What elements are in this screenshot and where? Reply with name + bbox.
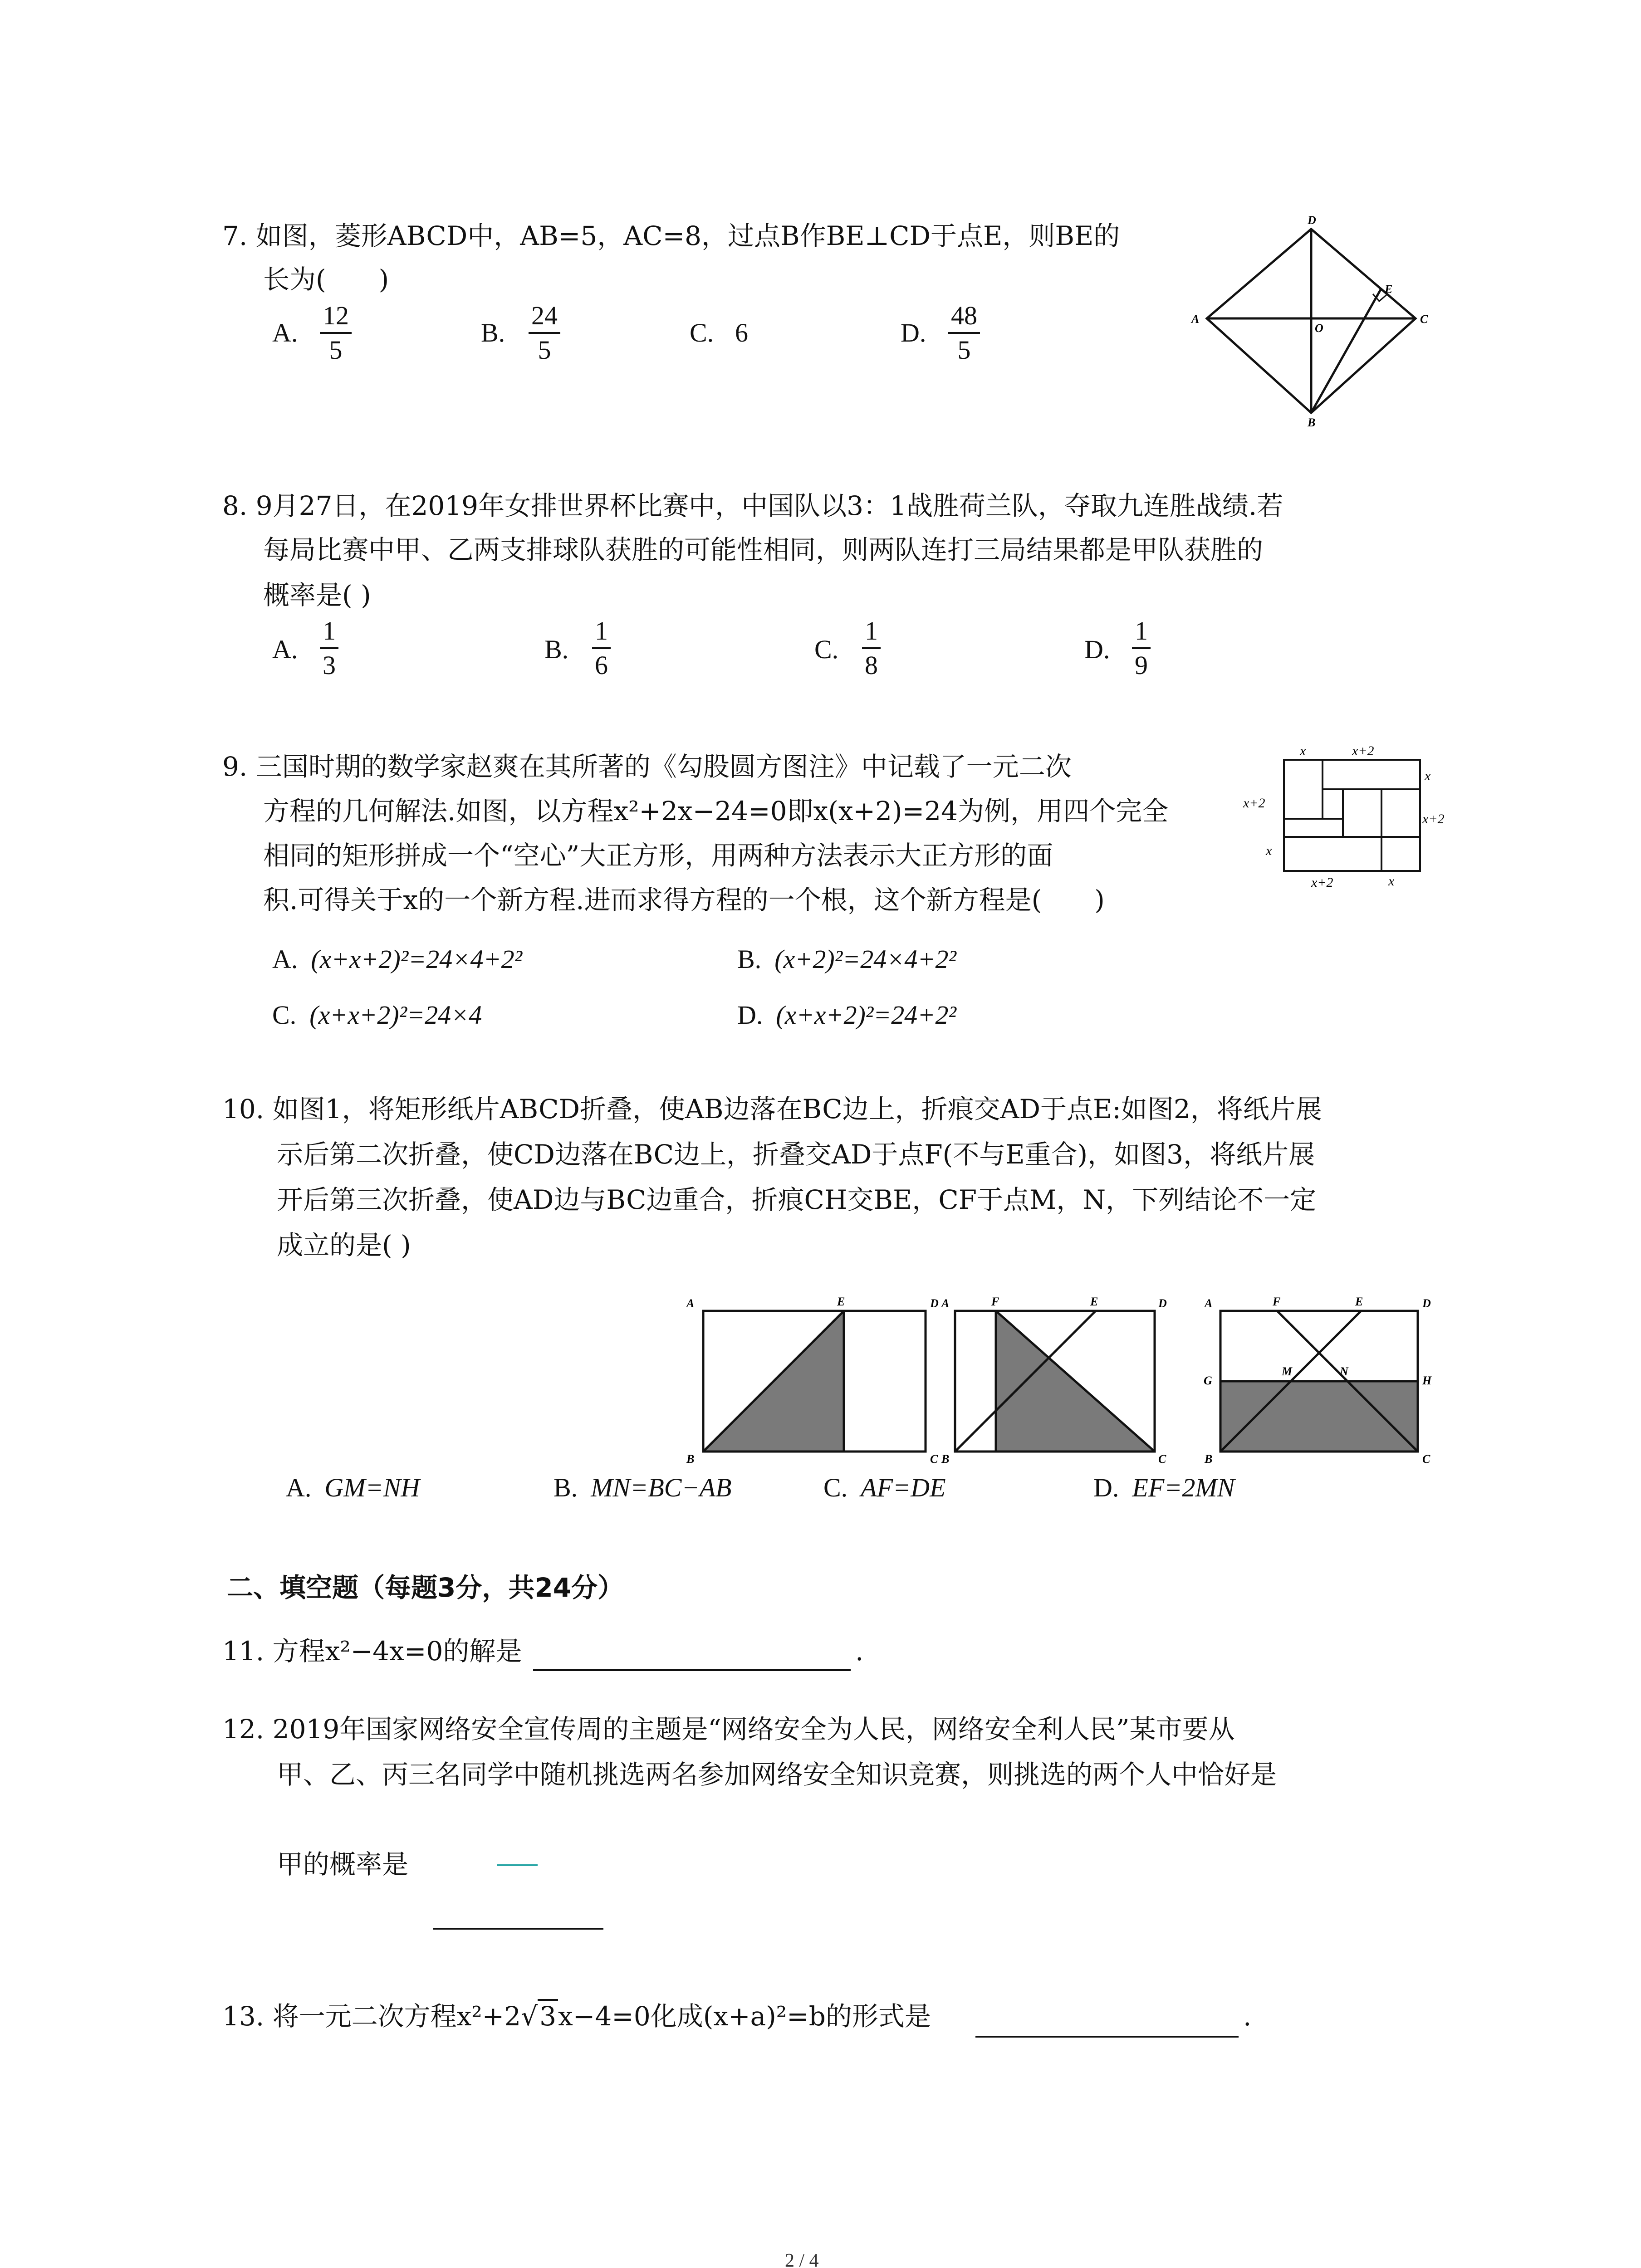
q10-f2-label-b: B — [941, 1452, 950, 1466]
q10-f1-label-d: D — [930, 1297, 939, 1310]
q9-option-d — [737, 992, 956, 1038]
q8-option-c-label: C. — [814, 635, 839, 664]
q8-option-b-label: B. — [544, 635, 569, 664]
q11-period: . — [855, 1636, 864, 1667]
q7-rhombus-diagram — [1189, 213, 1434, 431]
q9-label-top-x2: x+2 — [1352, 743, 1374, 758]
q7-line1: 7. 如图，菱形ABCD中，AB=5，AC=8，过点B作BE⊥CD于点E，则BE的 — [222, 220, 1120, 251]
q9-option-d-text: (x+x+2)²=24+2² — [776, 1000, 956, 1030]
q7-line2: 长为( ) — [263, 264, 389, 295]
q8-option-d-numerator: 1 — [1132, 615, 1151, 649]
q7-option-c-label: C. — [690, 318, 714, 347]
q8-line2: 每局比赛中甲、乙两支排球队获胜的可能性相同，则两队连打三局结果都是甲队获胜的 — [263, 534, 1264, 565]
q10-f3-label-m: M — [1282, 1365, 1293, 1378]
q7-option-d-numerator: 48 — [948, 299, 980, 334]
q7-label-b: B — [1308, 416, 1316, 429]
q7-option-a-numerator: 12 — [320, 299, 352, 334]
q13-text-pre: 13. 将一元二次方程x²+2 — [222, 2001, 521, 2032]
q10-line4: 成立的是( ) — [277, 1230, 411, 1261]
q12-line2: 甲、乙、丙三名同学中随机挑选两名参加网络安全知识竞赛，则挑选的两个人中恰好是 — [277, 1759, 1277, 1790]
q9-label-left-x: x — [1266, 843, 1272, 858]
q8-option-a-fraction — [320, 615, 338, 682]
q10-line3: 开后第三次折叠，使AD边与BC边重合，折痕CH交BE，CF于点M，N，下列结论不一定 — [277, 1184, 1317, 1215]
q7-option-a-label: A. — [272, 318, 298, 347]
q10-option-d — [1093, 1465, 1234, 1510]
q10-f3-label-g: G — [1204, 1374, 1212, 1387]
q7-option-d-fraction — [948, 299, 980, 367]
q10-f3-label-c: C — [1422, 1452, 1430, 1466]
q10-f2-label-a: A — [941, 1297, 950, 1310]
q10-option-a — [286, 1465, 420, 1510]
q10-option-c-label: C. — [823, 1473, 848, 1502]
q7-option-a-fraction — [320, 299, 352, 367]
q10-line2: 示后第二次折叠，使CD边落在BC边上，折叠交AD于点F(不与E重合)，如图3，将纸片展 — [277, 1139, 1315, 1170]
q8-option-d-label: D. — [1084, 635, 1110, 664]
q7-label-o: O — [1315, 322, 1323, 335]
q9-option-c-text: (x+x+2)²=24×4 — [309, 1000, 482, 1030]
q8-option-b-numerator: 1 — [592, 615, 611, 649]
q8-option-c-denominator: 8 — [865, 650, 878, 680]
q7-label-a: A — [1191, 313, 1200, 326]
q10-option-b-text: MN=BC−AB — [591, 1473, 732, 1502]
q8-line1: 8. 9月27日，在2019年女排世界杯比赛中，中国队以3：1战胜荷兰队，夺取九连胜战绩.若 — [222, 490, 1283, 521]
q7-option-b-numerator: 24 — [529, 299, 560, 334]
q9-option-c-label: C. — [272, 1000, 297, 1030]
q10-option-a-text: GM=NH — [324, 1473, 420, 1502]
q7-option-b-denominator: 5 — [538, 335, 551, 365]
q10-f2-label-e: E — [1090, 1295, 1098, 1308]
q8-option-a-numerator: 1 — [320, 615, 338, 649]
q9-option-a-text: (x+x+2)²=24×4+2² — [311, 944, 522, 974]
q13-sqrt-symbol: √ — [521, 2001, 538, 2032]
q13-answer-blank[interactable] — [975, 2036, 1239, 2038]
q13-line — [222, 1994, 931, 2039]
q10-f2-label-f: F — [991, 1295, 999, 1308]
q8-option-d-denominator: 9 — [1135, 650, 1148, 680]
q10-option-c — [823, 1465, 946, 1510]
q11-text: 11. 方程x²−4x=0的解是 — [222, 1636, 522, 1667]
q8-option-c-fraction — [862, 615, 881, 682]
q10-f3-label-f: F — [1273, 1295, 1281, 1308]
q7-label-e: E — [1385, 283, 1393, 296]
q10-option-c-text: AF=DE — [861, 1473, 946, 1502]
q8-option-b-fraction — [592, 615, 611, 682]
q10-option-b — [554, 1465, 731, 1510]
q8-option-b-denominator: 6 — [595, 650, 608, 680]
q10-f3-label-n: N — [1340, 1365, 1348, 1378]
q9-line3: 相同的矩形拼成一个“空心”大正方形，用两种方法表示大正方形的面 — [263, 840, 1053, 871]
q7-option-d-label: D. — [901, 318, 926, 347]
page-number: 2 / 4 — [785, 2250, 819, 2268]
q12-line3: 甲的概率是 — [277, 1849, 409, 1880]
q9-label-bottom-x2: x+2 — [1311, 875, 1333, 890]
q10-option-a-label: A. — [286, 1473, 312, 1502]
q10-f3-label-a: A — [1205, 1297, 1213, 1310]
q13-sqrt-radicand: 3 — [538, 1999, 558, 2032]
q11-answer-blank[interactable] — [533, 1669, 851, 1671]
q9-option-b-text: (x+2)²=24×4+2² — [774, 944, 956, 974]
q13-text-post: x−4=0化成(x+a)²=b的形式是 — [558, 2001, 931, 2032]
q10-f2-label-c: C — [1158, 1452, 1166, 1466]
q7-option-d-denominator: 5 — [957, 335, 971, 365]
q10-f2-label-d: D — [1158, 1297, 1167, 1310]
q9-option-d-label: D. — [737, 1000, 763, 1030]
q8-option-a-denominator: 3 — [323, 650, 336, 680]
q9-line1: 9. 三国时期的数学家赵爽在其所著的《勾股圆方图注》中记载了一元二次 — [222, 751, 1072, 782]
q9-label-right-x: x — [1425, 768, 1431, 783]
q9-option-b — [737, 937, 956, 982]
q9-label-bottom-x: x — [1388, 874, 1395, 889]
section-2-title: 二、填空题（每题3分，共24分） — [227, 1572, 624, 1603]
q10-f1-label-e: E — [837, 1295, 845, 1308]
q10-figure-1 — [678, 1279, 939, 1470]
q10-option-b-label: B. — [554, 1473, 578, 1502]
q10-f3-label-h: H — [1422, 1374, 1432, 1387]
q9-label-right-x2: x+2 — [1422, 811, 1445, 826]
q10-f3-label-d: D — [1422, 1297, 1431, 1310]
q7-option-c-value: 6 — [735, 318, 748, 347]
q7-label-c: C — [1420, 313, 1428, 326]
q7-option-b-label: B. — [481, 318, 505, 347]
q13-period: . — [1243, 2001, 1252, 2032]
q10-figure-3 — [1195, 1279, 1440, 1470]
q10-line1: 10. 如图1，将矩形纸片ABCD折叠，使AB边落在BC边上，折痕交AD于点E:如图2，将纸片展 — [222, 1094, 1322, 1124]
q12-answer-blank[interactable] — [433, 1928, 603, 1930]
q10-f1-label-c: C — [930, 1452, 938, 1466]
q10-figure-2 — [941, 1279, 1177, 1470]
q9-option-c — [272, 992, 482, 1038]
q10-f1-label-a: A — [686, 1297, 695, 1310]
q10-option-d-text: EF=2MN — [1132, 1473, 1235, 1502]
q7-option-b-fraction — [529, 299, 560, 367]
q9-option-a — [272, 937, 522, 982]
q7-label-d: D — [1308, 214, 1316, 227]
q9-option-b-label: B. — [737, 944, 762, 974]
q9-line4: 积.可得关于x的一个新方程.进而求得方程的一个根，这个新方程是( ) — [263, 885, 1105, 915]
q10-f1-label-b: B — [686, 1452, 695, 1466]
q8-option-c-numerator: 1 — [862, 615, 881, 649]
q9-label-top-x: x — [1300, 743, 1306, 758]
q12-line1: 12. 2019年国家网络安全宣传周的主题是“网络安全为人民，网络安全利人民”某市要从 — [222, 1714, 1235, 1745]
q12-fraction-bar — [497, 1864, 538, 1866]
q7-option-a-denominator: 5 — [329, 335, 343, 365]
q8-line3: 概率是( ) — [263, 580, 371, 611]
q9-line2: 方程的几何解法.如图，以方程x²+2x−24=0即x(x+2)=24为例，用四个完全 — [263, 796, 1169, 826]
q9-label-left-x2: x+2 — [1243, 796, 1265, 811]
q10-f3-label-e: E — [1355, 1295, 1363, 1308]
q10-f3-label-b: B — [1205, 1452, 1213, 1466]
q8-option-d-fraction — [1132, 615, 1151, 682]
q8-option-a-label: A. — [272, 635, 298, 664]
q9-option-a-label: A. — [272, 944, 298, 974]
q9-hollow-square-diagram — [1239, 739, 1452, 894]
q10-option-d-label: D. — [1093, 1473, 1119, 1502]
